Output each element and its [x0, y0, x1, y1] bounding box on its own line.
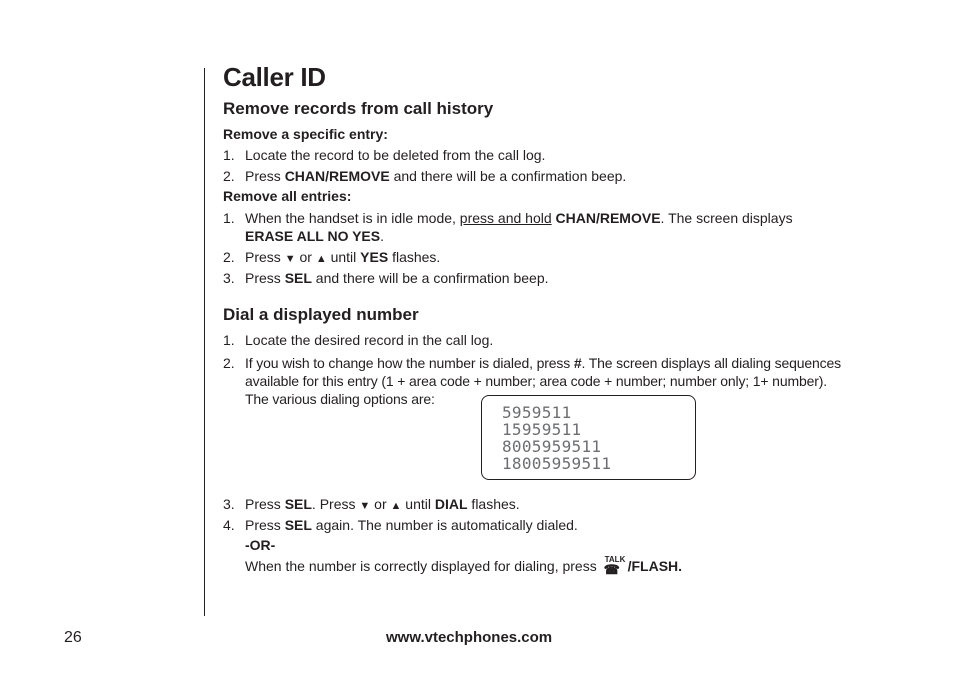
item-text: Press CHAN/REMOVE and there will be a confirmation beep.: [245, 168, 627, 184]
item-number: 2.: [223, 249, 235, 265]
item-text: Locate the record to be deleted from the call log.: [245, 147, 546, 163]
up-arrow-icon: ▲: [390, 500, 402, 512]
lcd-screen: [481, 395, 696, 480]
lcd-line: 8005959511: [502, 437, 602, 456]
key-name: CHAN/REMOVE: [555, 210, 661, 226]
subheading-remove-all: Remove all entries:: [223, 188, 352, 204]
final-instruction: When the number is correctly displayed for dialing, press TALK ☎ /FLASH.: [245, 555, 683, 577]
item-number: 2.: [223, 168, 235, 184]
item-text: Press SEL and there will be a confirmation beep.: [245, 270, 549, 286]
item-number: 4.: [223, 517, 235, 533]
item-text: Press SEL again. The number is automatically dialed.: [245, 517, 578, 533]
page-title: Caller ID: [223, 62, 326, 92]
emphasis-underline: press and hold: [459, 210, 552, 226]
footer-url: www.vtechphones.com: [386, 629, 553, 646]
key-name: /FLASH.: [627, 558, 683, 574]
item-number: 1.: [223, 210, 235, 226]
down-arrow-icon: ▼: [284, 253, 296, 265]
section-heading-dial-number: Dial a displayed number: [223, 305, 419, 324]
lcd-line: 15959511: [502, 420, 582, 439]
lcd-line: 5959511: [502, 403, 572, 422]
key-name: YES: [360, 249, 389, 265]
item-text: When the handset is in idle mode, press and hold CHAN/REMOVE. The screen displays ERASE ALL NO YES.: [245, 210, 793, 244]
margin-rule: [204, 68, 205, 616]
subheading-remove-specific: Remove a specific entry:: [223, 126, 388, 142]
key-name: SEL: [284, 270, 312, 286]
item-text: Press SEL. Press ▼ or ▲ until DIAL flashes.: [245, 496, 520, 512]
item-text: Locate the desired record in the call log.: [245, 332, 494, 348]
key-name: DIAL: [434, 496, 468, 512]
key-name: #: [573, 355, 582, 371]
page-number: 26: [64, 629, 82, 646]
lcd-line: 18005959511: [502, 454, 612, 473]
item-number: 1.: [223, 332, 235, 348]
down-arrow-icon: ▼: [359, 500, 371, 512]
key-name: SEL: [284, 517, 312, 533]
item-text: If you wish to change how the number is dialed, press #. The screen displays all dialing sequences available for this entry (1 + area code + number; area code + number; number only; 1+ number). The various dialing options are:: [245, 355, 841, 407]
screen-message: ERASE ALL NO YES: [245, 228, 381, 244]
handset-icon: ☎: [603, 562, 620, 577]
talk-label: TALK: [604, 555, 626, 564]
talk-key: [603, 555, 628, 577]
item-number: 3.: [223, 496, 235, 512]
section-heading-remove-records: Remove records from call history: [223, 99, 494, 118]
key-name: CHAN/REMOVE: [284, 168, 390, 184]
item-number: 3.: [223, 270, 235, 286]
up-arrow-icon: ▲: [315, 253, 327, 265]
item-text: Press ▼ or ▲ until YES flashes.: [245, 249, 441, 265]
or-separator: -OR-: [245, 537, 276, 553]
item-number: 1.: [223, 147, 235, 163]
key-name: SEL: [284, 496, 312, 512]
item-number: 2.: [223, 355, 235, 371]
